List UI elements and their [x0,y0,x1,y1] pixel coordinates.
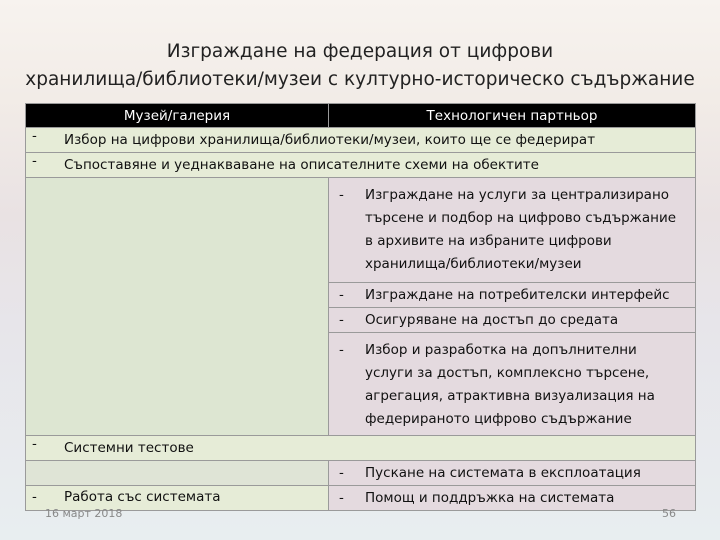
dash-marker: - [339,465,344,481]
empty-cell [26,461,329,486]
title-line-2: хранилища/библиотеки/музеи с културно-историческо съдържание [25,69,695,90]
row-text: Изграждане на услуги за централизирано търсене и подбор на цифрово съдържание в архивите на избраните цифрови хранилища/библиотеки/музеи [365,187,677,272]
footer-date: 16 март 2018 [45,507,123,520]
row-text: Избор на цифрови хранилища/библиотеки/музеи, които ще се федерират [64,132,596,148]
row-text: Работа със системата [64,489,221,505]
dash-marker: - [32,153,37,169]
page-number: 56 [662,507,676,520]
row-text: Съпоставяне и уеднакваване на описателните схеми на обектите [64,157,539,173]
table-row [26,436,696,461]
task-table [25,103,696,511]
dash-marker: - [339,187,344,203]
row-text: Изграждане на потребителски интерфейс [365,287,670,303]
row-text: Пускане на системата в експлоатация [365,465,641,481]
dash-marker: - [32,436,37,452]
dash-marker: - [339,312,344,328]
dash-marker: - [339,287,344,303]
empty-cell [26,178,329,436]
row-text: Избор и разработка на допълнителни услуги за достъп, комплексно търсене, агрегация, атрактивна визуализация на федерираното цифрово съдържание [365,342,655,427]
dash-marker: - [32,128,37,144]
row-text: Системни тестове [64,440,194,456]
table-row [26,178,696,283]
header-tech-partner: Технологичен партньор [329,104,696,128]
table-row [26,128,696,153]
dash-marker: - [339,490,344,506]
title-line-1: Изграждане на федерация от цифрови [166,41,554,62]
table-row [26,153,696,178]
row-text: Осигуряване на достъп до средата [365,312,619,328]
dash-marker: - [32,489,37,505]
table-row [26,461,696,486]
header-museum: Музей/галерия [26,104,329,128]
dash-marker: - [339,342,344,358]
table-row [26,486,696,511]
row-text: Помощ и поддръжка на системата [365,490,615,506]
slide-title [0,38,720,94]
